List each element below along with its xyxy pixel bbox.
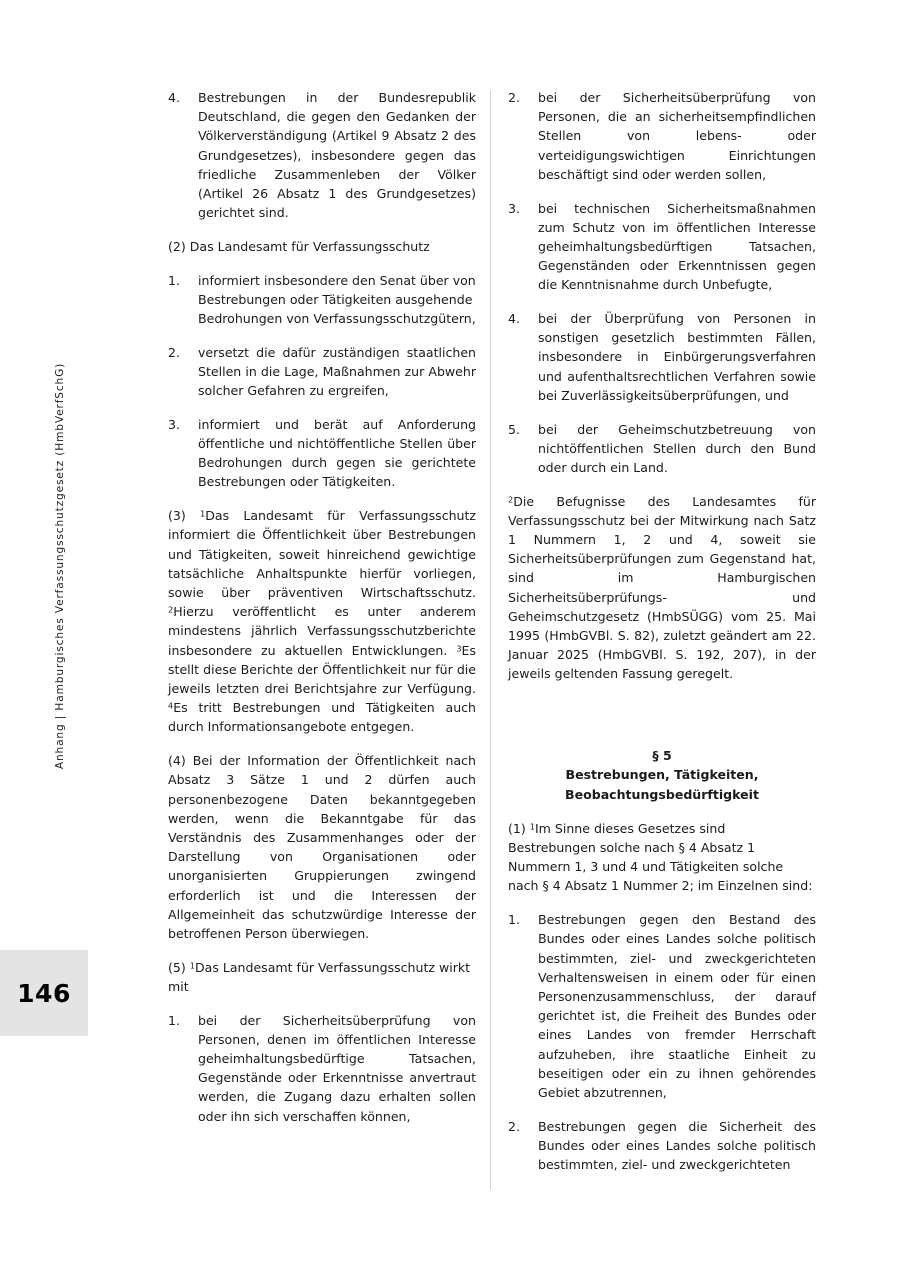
paragraph-absatz-3	[168, 506, 476, 736]
list-item	[508, 309, 816, 405]
list-item	[508, 199, 816, 295]
sentence-marker-2: 2	[508, 494, 514, 505]
absatz-3-sentence-4: Es tritt Bestrebungen und Tätigkeiten auch durch Informationsangebote entgegen.	[168, 700, 476, 735]
absatz-3-sentence-1: Das Landesamt für Verfassungsschutz informiert die Öffentlichkeit über Bestrebungen und Tätigkeiten, soweit hinreichend gewichtige tatsächliche Anhaltspunkte hierfür vorliegen, sowie über präventiven Wirtschaftsschutz.	[168, 508, 477, 600]
list-marker: 2.	[508, 90, 520, 105]
left-column	[168, 88, 476, 1198]
list-item	[168, 343, 476, 401]
list-item-text: bei der Geheimschutzbetreuung von nichtöffentlichen Stellen durch den Bund oder durch ein Land.	[538, 421, 816, 475]
list-item-text: bei der Überprüfung von Personen in sonstigen gesetzlich bestimmten Fällen, insbesondere in Einbürgerungsverfahren und aufenthaltsrechtlichen Verfahren sowie bei Zuverlässigkeitsüberprüfungen, und	[538, 311, 816, 403]
list-item-text: bei der Sicherheitsüberprüfung von Personen, die an sicherheitsempfindlichen Stellen von lebens- oder verteidigungswichtigen Einrichtungen beschäftigt sind oder werden sollen,	[538, 90, 816, 182]
section-heading-spacer	[508, 698, 816, 746]
sentence-marker-1: 1	[529, 821, 535, 832]
page-body	[168, 88, 816, 1198]
list-marker: 1.	[168, 1012, 180, 1028]
sentence-marker-4: 4	[168, 700, 174, 711]
list-marker: 2.	[168, 344, 180, 360]
absatz-3-sentence-2: Hierzu veröffentlicht es unter anderem mindestens jährlich Verfassungsschutzberichte insbesondere zu aktuellen Entwicklungen.	[168, 604, 476, 658]
right-column	[508, 88, 816, 1198]
sentence-marker-2: 2	[168, 604, 174, 615]
paragraph-absatz-5-satz-2	[508, 492, 816, 684]
list-marker: 3.	[508, 200, 520, 216]
paragraph-absatz-2-intro: (2) Das Landesamt für Verfassungsschutz	[168, 238, 430, 254]
list-item-text: bei technischen Sicherheitsmaßnahmen zum Schutz von im öffentlichen Interesse geheimhaltungsbedürftigen Tatsachen, Gegenständen oder Erkenntnissen gegen die Kenntnisnahme durch Unbefugte,	[538, 200, 816, 293]
list-item-text: informiert und berät auf Anforderung öffentliche und nichtöffentliche Stellen über Bedrohungen durch gegen sie gerichtete Bestrebungen oder Tätigkeiten.	[198, 416, 476, 490]
sentence-marker-1: 1	[189, 960, 195, 971]
list-marker: 5.	[508, 421, 520, 437]
list-marker: 1.	[168, 272, 180, 288]
list-item	[508, 88, 816, 184]
list-item-text: informiert insbesondere den Senat über von Bestrebungen oder Tätigkeiten ausgehende Bedrohungen von Verfassungsschutzgütern,	[198, 272, 476, 327]
paragraph-absatz-5	[168, 958, 476, 996]
section-title-line-2: Beobachtungsbedürftigkeit	[565, 786, 759, 802]
list-marker: 4.	[508, 311, 520, 327]
list-item	[168, 415, 476, 492]
sentence-marker-1: 1	[200, 508, 206, 519]
list-item	[168, 1011, 476, 1126]
list-marker: 1.	[508, 912, 520, 928]
paragraph-absatz-4: (4) Bei der Information der Öffentlichkeit nach Absatz 3 Sätze 1 und 2 dürfen auch personenbezogene Daten bekanntgegeben werden, wenn die Bekanntgabe für das Verständnis des Zusammenhanges oder der Darstellung von Organisationen oder unorganisierten Gruppierungen zwingend erforderlich ist und die Interessen der Allgemeinheit das schutzwürdige Interesse der betroffenen Person überwiegen.	[168, 753, 476, 941]
list-item	[168, 88, 476, 222]
par5-absatz-1-text: Im Sinne dieses Gesetzes sind Bestrebungen solche nach § 4 Absatz 1 Nummern 1, 3 und 4 und Tätigkeiten solche nach § 4 Absatz 1 Nummer 2; im Einzelnen sind:	[508, 820, 813, 894]
list-item-text: versetzt die dafür zuständigen staatlichen Stellen in die Lage, Maßnahmen zur Abwehr solcher Gefahren zu ergreifen,	[198, 344, 476, 399]
list-item-text: Bestrebungen gegen den Bestand des Bundes oder eines Landes solche politisch bestimmten, ziel- und zweckgerichteten Verhaltensweisen in einem oder für einen Personenzusammenschluss, der darauf gerichtet ist, die Freiheit des Bundes oder eines Landes von fremder Herrschaft aufzuheben, ihre staatliche Einheit zu beseitigen oder ein zu ihnen gehörendes Gebiet abzutrennen,	[538, 912, 816, 1100]
absatz-5-satz-2-text: Die Befugnisse des Landesamtes für Verfassungsschutz bei der Mitwirkung nach Satz 1 Nummern 1, 2 und 4, soweit sie Sicherheitsüberprüfungen zum Gegenstand hat, sind im Hamburgischen Sicherheitsüberprüfungs- und Geheimschutzgesetz (HmbSÜGG) vom 25. Mai 1995 (HmbGVBl. S. 82), zuletzt geändert am 22. Januar 2025 (HmbGVBl. S. 192, 207), in der jeweils geltenden Fassung geregelt.	[508, 493, 816, 682]
page-number-box	[0, 950, 88, 1036]
running-head: Anhang | Hamburgisches Verfassungsschutzgesetz (HmbVerfSchG)	[54, 362, 66, 770]
section-number: § 5	[652, 748, 672, 764]
sentence-marker-3: 3	[456, 643, 462, 654]
list-item	[508, 910, 816, 1102]
list-item-text: bei der Sicherheitsüberprüfung von Personen, denen im öffentlichen Interesse geheimhaltungsbedürftige Tatsachen, Gegenstände oder Erkenntnisse anvertraut werden, die Zugang dazu erhalten sollen oder ihn sich verschaffen können,	[198, 1012, 476, 1124]
section-heading-after-spacer	[508, 804, 816, 819]
section-title-line-1: Bestrebungen, Tätigkeiten,	[565, 767, 759, 783]
list-marker: 2.	[508, 1118, 520, 1134]
list-marker: 4.	[168, 90, 180, 105]
page-number: 146	[17, 978, 71, 1008]
list-item	[508, 420, 816, 478]
list-item-text: Bestrebungen gegen die Sicherheit des Bundes oder eines Landes solche politisch bestimmten, ziel- und zweckgerichteten	[538, 1118, 816, 1173]
list-item-text: Bestrebungen in der Bundesrepublik Deutschland, die gegen den Gedanken der Völkerverständigung (Artikel 9 Absatz 2 des Grundgesetzes), insbesondere gegen das friedliche Zusammenleben der Völker (Artikel 26 Absatz 1 des Grundgesetzes) gerichtet sind.	[198, 90, 476, 221]
par5-absatz-1-lead: (1)	[508, 820, 530, 836]
absatz-3-lead: (3)	[168, 508, 201, 524]
paragraph-par5-absatz-1	[508, 819, 816, 896]
absatz-3-sentence-3: Es stellt diese Berichte der Öffentlichkeit nur für die jeweils letzten drei Berichtsjahre zur Verfügung.	[168, 642, 476, 696]
absatz-5-text: Das Landesamt für Verfassungsschutz wirkt mit	[168, 959, 471, 994]
list-marker: 3.	[168, 416, 180, 432]
list-item	[168, 271, 476, 329]
list-item	[508, 1117, 816, 1175]
left-margin-rail	[0, 0, 130, 1272]
absatz-5-lead: (5)	[168, 959, 190, 975]
